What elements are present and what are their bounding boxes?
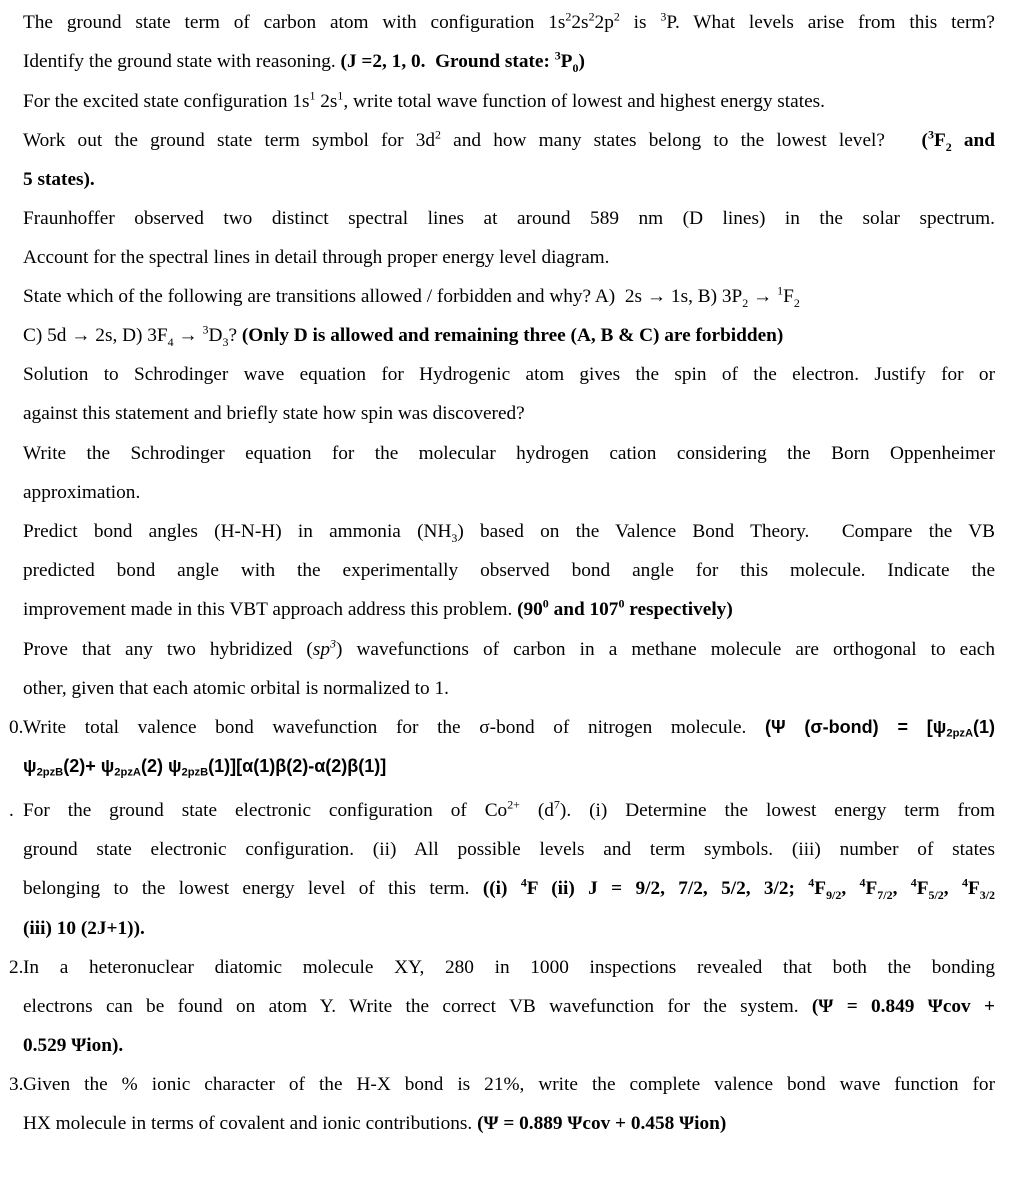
question-1-line-1: The ground state term of carbon atom with configuration $1s^22s^22p^2$ is $^3$P. What levels arise from this term?: [23, 9, 995, 33]
question-5: [23, 277, 995, 355]
question-11-line-3: belonging to the lowest energy level of this term. ((i) $^4$F (ii) J = 9/2, 7/2, 5/2, 3/2; $^4F_{9/2}$, $^4F_{7/2}$, $^4F_{5/2}$, $^4F_{3/2}$: [23, 875, 995, 903]
question-13-answer: (Ψ = 0.889 Ψcov + 0.458 Ψion): [477, 1113, 727, 1135]
question-10-line-1: Write total valence bond wavefunction for the σ-bond of nitrogen molecule. (Ψ (σ-bond) = [ψ2pzA(1): [23, 717, 996, 740]
question-11-line-2: ground state electronic configuration. (ii) All possible levels and term symbols. (iii) number of states: [23, 839, 995, 861]
question-2-line-1: For the excited state configuration $1s^1$ $2s^1$, write total wave function of lowest and highest energy states.: [23, 88, 825, 112]
question-4-line-1: Fraunhoffer observed two distinct spectral lines at around 589 nm (D lines) in the solar spectrum.: [23, 208, 995, 229]
question-9-line-2: other, given that each atomic orbital is normalized to 1.: [23, 678, 449, 700]
question-7-line-2: approximation.: [23, 482, 141, 504]
question-1-line-2: Identify the ground state with reasoning. (J =2, 1, 0. Ground state: $^3P_0$): [23, 48, 585, 76]
question-12-line-2: electrons can be found on atom Y. Write the correct VB wavefunction for the system. (Ψ = 0.849 Ψcov +: [23, 996, 996, 1018]
question-12-line-1: In a heteronuclear diatomic molecule XY, 280 in 1000 inspections revealed that both the bonding: [23, 957, 995, 978]
question-11: [9, 791, 995, 948]
question-7-line-1: Write the Schrodinger equation for the molecular hydrogen cation considering the Born Oppenheimer: [23, 443, 995, 464]
question-9: [23, 630, 995, 708]
question-1: [23, 3, 995, 81]
question-8: [23, 512, 995, 630]
question-8-line-3: improvement made in this VBT approach address this problem. ($90^0$ and $107^0$ respectively): [23, 596, 733, 621]
question-6: [23, 355, 995, 433]
question-3: [23, 121, 995, 199]
question-9-line-1: Prove that any two hybridized $(sp^3)$ wavefunctions of carbon in a methane molecule are orthogonal to each: [23, 636, 995, 660]
question-1-answer: (J =2, 1, 0. Ground state: $^3P_0$): [340, 48, 585, 76]
question-8-answer: ($90^0$ and $107^0$ respectively): [517, 596, 733, 621]
question-2: [23, 82, 995, 121]
question-13-number: 3.: [9, 1074, 24, 1095]
question-4-line-2: Account for the spectral lines in detail through proper energy level diagram.: [23, 247, 610, 269]
question-10-number: 0.: [9, 717, 24, 738]
question-13-line-2: HX molecule in terms of covalent and ionic contributions. (Ψ = 0.889 Ψcov + 0.458 Ψion): [23, 1113, 727, 1135]
question-11-number: .: [9, 800, 14, 821]
question-11-answer: (iii) 10 (2J+1)).: [23, 917, 145, 939]
question-5-line-1: State which of the following are transitions allowed / forbidden and why? A) 2s → 1s, B) $3P_2 \to ^1F_2$: [23, 283, 800, 310]
question-5-answer: (Only D is allowed and remaining three (A, B & C) are forbidden): [241, 325, 784, 347]
question-3-line-1: Work out the ground state term symbol for $3d^2$ and how many states belong to the lowest level? ($^3F_2$ and: [23, 127, 995, 154]
question-13-line-1: Given the % ionic character of the H-X bond is 21%, write the complete valence bond wave function for: [23, 1074, 995, 1095]
question-12-number: 2.: [9, 957, 24, 978]
question-8-line-2: predicted bond angle with the experimentally observed bond angle for this molecule. Indicate the: [23, 560, 995, 582]
question-12-answer: 0.529 Ψion).: [23, 1035, 124, 1057]
question-3-answer: 5 states).: [23, 169, 95, 191]
question-6-line-2: against this statement and briefly state how spin was discovered?: [23, 403, 525, 425]
question-5-line-2: C) 5d → 2s, D) $3F_4 \to ^3D_3$? (Only D is allowed and remaining three (A, B & C) are forbidden): [23, 322, 784, 350]
question-11-line-1: For the ground state electronic configuration of $Co^{2+}$ $(d^7)$. (i) Determine the lowest energy term from: [23, 797, 995, 821]
question-7: [23, 434, 995, 512]
question-13: [9, 1065, 995, 1143]
question-8-line-1: Predict bond angles (H-N-H) in ammonia $(NH_3)$ based on the Valence Bond Theory. Compare the VB: [23, 521, 995, 545]
question-12: [9, 948, 996, 1066]
question-10: [9, 708, 996, 786]
question-6-line-1: Solution to Schrodinger wave equation for Hydrogenic atom gives the spin of the electron. Justify for or: [23, 364, 995, 385]
question-4: [23, 199, 995, 277]
question-10-answer: ψ2pzB(2)+ ψ2pzA(2) ψ2pzB(1)][α(1)β(2)-α(2)β(1)]: [23, 756, 387, 779]
